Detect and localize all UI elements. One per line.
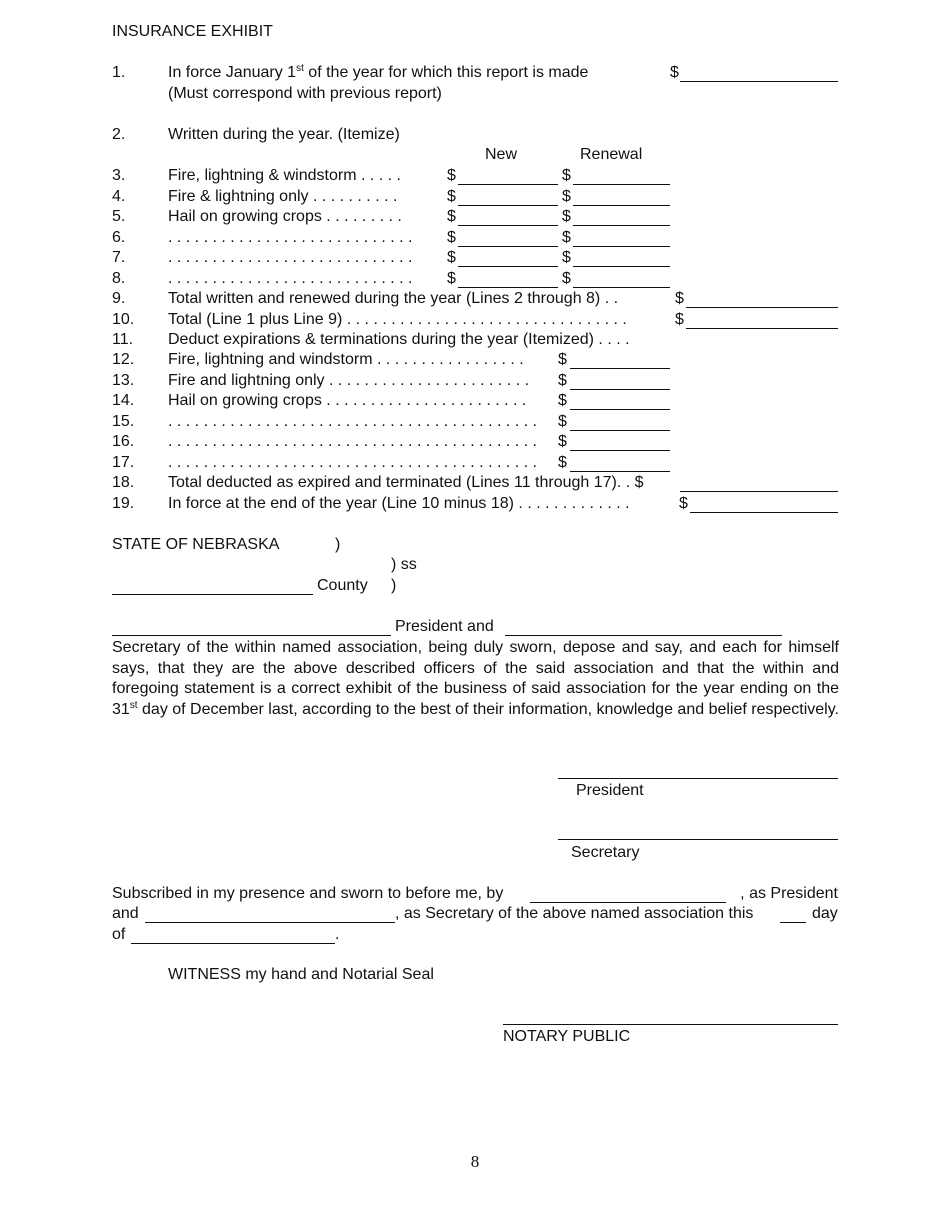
subscribed-text: of: [112, 926, 126, 943]
deduct-amount-field[interactable]: [570, 373, 670, 390]
line11-text: Deduct expirations & terminations during the year (Itemized) . . . .: [168, 331, 630, 348]
deduct-amount-field[interactable]: [570, 434, 670, 451]
ss-label: ) ss: [391, 556, 417, 573]
currency-sign: $: [562, 249, 571, 266]
line-label: Hail on growing crops . . . . . . . . .: [168, 208, 402, 225]
line-label: . . . . . . . . . . . . . . . . . . . . . . . . . . . . . . . . . . . . . . . . . .: [168, 412, 537, 430]
new-amount-field[interactable]: [458, 168, 558, 185]
president-name-field[interactable]: [112, 619, 391, 636]
line-number: 13.: [112, 371, 135, 389]
line-number: 15.: [112, 412, 135, 430]
subscribed-text: and: [112, 905, 139, 922]
currency-sign: $: [447, 228, 456, 246]
currency-sign: $: [670, 64, 679, 81]
new-amount-field[interactable]: [458, 209, 558, 226]
subscribed-president-field[interactable]: [530, 886, 726, 903]
line-number: 3.: [112, 167, 126, 184]
currency-sign: $: [562, 228, 571, 246]
line10-amount-field[interactable]: [686, 312, 838, 329]
new-amount-field[interactable]: [458, 271, 558, 288]
line-label: Fire and lightning only . . . . . . . . . . . . . . . . . . . . . . .: [168, 371, 530, 389]
line-label: . . . . . . . . . . . . . . . . . . . . . . . . . . . .: [168, 249, 413, 266]
line-label: Fire & lightning only . . . . . . . . . .: [168, 187, 398, 205]
line-number: 4.: [112, 187, 126, 205]
county-label: County: [317, 577, 368, 594]
county-field[interactable]: [112, 578, 313, 595]
line18-text: Total deducted as expired and terminated (Lines 11 through 17). . $: [168, 474, 644, 491]
secretary-name-field[interactable]: [505, 619, 782, 636]
line-number: 2.: [112, 126, 126, 143]
currency-sign: $: [558, 392, 567, 409]
line-number: 6.: [112, 228, 126, 246]
notary-signature-line[interactable]: [503, 1008, 838, 1025]
line-label: . . . . . . . . . . . . . . . . . . . . . . . . . . . .: [168, 269, 413, 287]
currency-sign: $: [558, 412, 567, 430]
deduct-amount-field[interactable]: [570, 393, 670, 410]
line1-text: In force January 1st of the year for which this report is made: [168, 63, 589, 81]
subscribed-month-field[interactable]: [131, 927, 335, 944]
currency-sign: $: [679, 495, 688, 512]
line10-text: Total (Line 1 plus Line 9) . . . . . . . . . . . . . . . . . . . . . . . . . . . . . . . .: [168, 311, 627, 328]
president-and-label: President and: [395, 618, 494, 635]
president-signature-label: President: [576, 782, 644, 799]
currency-sign: $: [562, 208, 571, 225]
line-number: 18.: [112, 474, 135, 491]
line-label: . . . . . . . . . . . . . . . . . . . . . . . . . . . . . . . . . . . . . . . . . .: [168, 433, 537, 450]
renewal-amount-field[interactable]: [573, 209, 670, 226]
currency-sign: $: [562, 269, 571, 287]
currency-sign: $: [447, 269, 456, 287]
currency-sign: $: [447, 249, 456, 266]
new-amount-field[interactable]: [458, 230, 558, 247]
column-header-renewal: Renewal: [580, 146, 643, 163]
line19-amount-field[interactable]: [690, 496, 838, 513]
line-number: 17.: [112, 453, 135, 471]
new-amount-field[interactable]: [458, 189, 558, 206]
subscribed-text: .: [335, 926, 340, 943]
line-label: Fire, lightning and windstorm . . . . . . . . . . . . . . . . .: [168, 351, 524, 368]
line-number: 1.: [112, 64, 126, 81]
line9-amount-field[interactable]: [686, 291, 838, 308]
president-signature-line[interactable]: [558, 762, 838, 779]
deduct-amount-field[interactable]: [570, 352, 670, 369]
line-number: 9.: [112, 290, 126, 307]
line-label: . . . . . . . . . . . . . . . . . . . . . . . . . . . . . . . . . . . . . . . . . .: [168, 453, 537, 471]
page-number: 8: [470, 1152, 480, 1171]
oath-paragraph: Secretary of the within named association, being duly sworn, depose and say, and each for himself says, that they are the above described officers of the said association and that the within and foregoing statement is a correct exhibit of the business of said association for the year ending on the 31st day of December last, according to the best of their information, knowledge and belief respectively.: [112, 639, 839, 718]
page-title: INSURANCE EXHIBIT: [112, 23, 273, 40]
notary-label: NOTARY PUBLIC: [503, 1028, 631, 1045]
currency-sign: $: [558, 433, 567, 450]
currency-sign: $: [447, 187, 456, 205]
line18-amount-field[interactable]: [680, 475, 838, 492]
currency-sign: $: [447, 167, 456, 184]
renewal-amount-field[interactable]: [573, 271, 670, 288]
currency-sign: $: [558, 371, 567, 389]
line19-text: In force at the end of the year (Line 10 minus 18) . . . . . . . . . . . . .: [168, 495, 630, 512]
new-amount-field[interactable]: [458, 250, 558, 267]
deduct-amount-field[interactable]: [570, 455, 670, 472]
line-label: Fire, lightning & windstorm . . . . .: [168, 167, 401, 184]
renewal-amount-field[interactable]: [573, 189, 670, 206]
renewal-amount-field[interactable]: [573, 250, 670, 267]
line2-text: Written during the year. (Itemize): [168, 126, 400, 143]
subscribed-text: Subscribed in my presence and sworn to before me, by: [112, 885, 504, 902]
subscribed-text: , as Secretary of the above named association this: [395, 905, 754, 922]
currency-sign: $: [558, 351, 567, 368]
secretary-signature-label: Secretary: [571, 844, 640, 861]
line-number: 14.: [112, 392, 135, 409]
witness-text: WITNESS my hand and Notarial Seal: [168, 966, 434, 983]
line-number: 8.: [112, 269, 126, 287]
venue-paren: ): [335, 536, 341, 553]
currency-sign: $: [562, 167, 571, 184]
subscribed-day-field[interactable]: [780, 906, 806, 923]
line-number: 11.: [112, 331, 134, 348]
currency-sign: $: [558, 453, 567, 471]
line-label: Hail on growing crops . . . . . . . . . . . . . . . . . . . . . . .: [168, 392, 527, 409]
subscribed-secretary-field[interactable]: [145, 906, 395, 923]
subscribed-text: , as President: [740, 885, 838, 902]
currency-sign: $: [447, 208, 456, 225]
line-number: 12.: [112, 351, 135, 368]
currency-sign: $: [675, 311, 684, 328]
line-number: 5.: [112, 208, 126, 225]
deduct-amount-field[interactable]: [570, 414, 670, 431]
line9-text: Total written and renewed during the year (Lines 2 through 8) . .: [168, 290, 619, 307]
line1-note: (Must correspond with previous report): [168, 85, 442, 102]
line-label: . . . . . . . . . . . . . . . . . . . . . . . . . . . .: [168, 228, 413, 246]
renewal-amount-field[interactable]: [573, 230, 670, 247]
column-header-new: New: [485, 146, 518, 163]
currency-sign: $: [562, 187, 571, 205]
line-number: 7.: [112, 249, 126, 266]
state-label: STATE OF NEBRASKA: [112, 536, 280, 553]
currency-sign: $: [675, 290, 684, 307]
venue-paren: ): [391, 577, 397, 594]
line1-amount-field[interactable]: [680, 65, 838, 82]
subscribed-text: day: [812, 905, 838, 922]
renewal-amount-field[interactable]: [573, 168, 670, 185]
line-number: 16.: [112, 433, 135, 450]
line-number: 19.: [112, 495, 135, 512]
secretary-signature-line[interactable]: [558, 823, 838, 840]
line-number: 10.: [112, 311, 135, 328]
